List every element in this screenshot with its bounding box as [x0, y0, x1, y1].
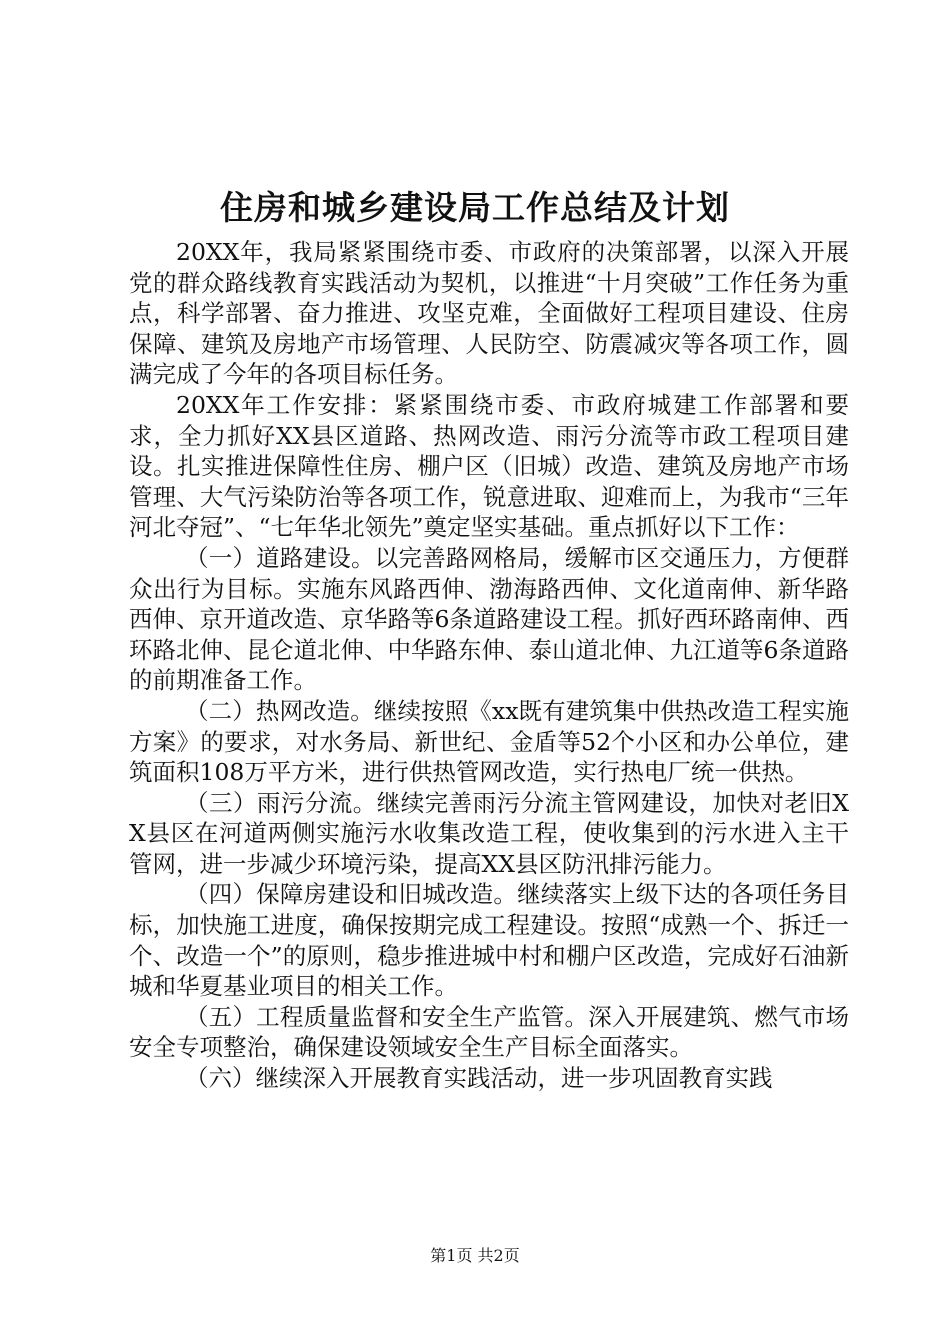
paragraph-plan: 20XX年工作安排：紧紧围绕市委、市政府城建工作部署和要求，全力抓好XX县区道路、热网改造、雨污分流等市政工程项目建设。扎实推进保障性住房、棚户区（旧城）改造、建筑及房地产市场管理、大气污染防治等各项工作，锐意进取、迎难而上，为我市“三年河北夺冠”、“七年华北领先”奠定坚实基础。重点抓好以下工作：	[129, 390, 849, 542]
paragraph-item-5: （五）工程质量监督和安全生产监管。深入开展建筑、燃气市场安全专项整治，确保建设领域安全生产目标全面落实。	[129, 1002, 849, 1062]
paragraph-intro: 20XX年，我局紧紧围绕市委、市政府的决策部署，以深入开展党的群众路线教育实践活动为契机，以推进“十月突破”工作任务为重点，科学部署、奋力推进、攻坚克难，全面做好工程项目建设、住房保障、建筑及房地产市场管理、人民防空、防震减灾等各项工作，圆满完成了今年的各项目标任务。	[129, 238, 849, 389]
document-body	[129, 237, 849, 1094]
paragraph-item-3: （三）雨污分流。继续完善雨污分流主管网建设，加快对老旧XX县区在河道两侧实施污水收集改造工程，使收集到的污水进入主干管网，进一步减少环境污染，提高XX县区防汛排污能力。	[129, 788, 849, 878]
document-title: 住房和城乡建设局工作总结及计划	[220, 188, 730, 227]
page-number: 第1页 共2页	[430, 1246, 520, 1265]
paragraph-item-6: （六）继续深入开展教育实践活动，进一步巩固教育实践	[185, 1064, 773, 1093]
paragraph-item-4: （四）保障房建设和旧城改造。继续落实上级下达的各项任务目标，加快施工进度，确保按期完成工程建设。按照“成熟一个、拆迁一个、改造一个”的原则，稳步推进城中村和棚户区改造，完成好石油新城和华夏基业项目的相关工作。	[129, 880, 849, 1001]
paragraph-item-1: （一）道路建设。以完善路网格局，缓解市区交通压力，方便群众出行为目标。实施东风路西伸、渤海路西伸、文化道南伸、新华路西伸、京开道改造、京华路等6条道路建设工程。抓好西环路南伸、西环路北伸、昆仑道北伸、中华路东伸、泰山道北伸、九江道等6条道路的前期准备工作。	[129, 543, 849, 695]
paragraph-item-2: （二）热网改造。继续按照《xx既有建筑集中供热改造工程实施方案》的要求，对水务局、新世纪、金盾等52个小区和办公单位，建筑面积108万平方米，进行供热管网改造，实行热电厂统一供热。	[129, 696, 849, 787]
